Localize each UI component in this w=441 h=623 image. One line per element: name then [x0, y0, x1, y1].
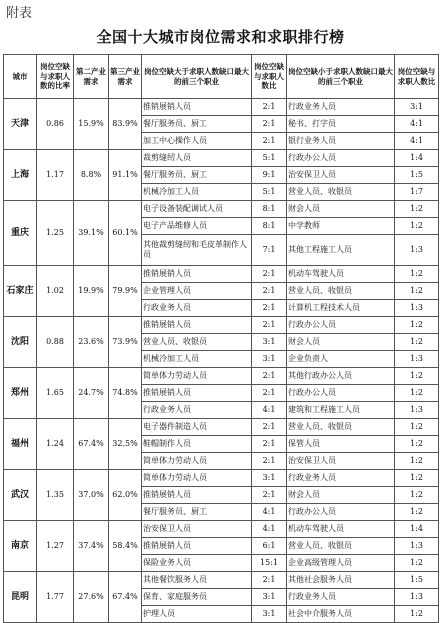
city-name: 天津	[4, 99, 37, 150]
surplus-occupation: 行政业务人员	[287, 99, 395, 116]
header-top-surplus-ratio: 岗位空缺与求职人数比	[395, 55, 439, 99]
city-vacancy-ratio: 1.24	[37, 419, 74, 470]
city-vacancy-ratio: 1.27	[37, 521, 74, 572]
surplus-ratio: 1:2	[395, 504, 439, 521]
table-row	[4, 266, 439, 283]
demand-ratio: 2:1	[252, 385, 287, 402]
demand-ratio: 5:1	[252, 150, 287, 167]
demand-ratio: 2:1	[252, 419, 287, 436]
surplus-ratio: 1:7	[395, 184, 439, 201]
header-top-demand-ratio: 岗位空缺与求职人数比	[252, 55, 287, 99]
city-name: 武汉	[4, 470, 37, 521]
surplus-occupation: 社会中介服务人员	[287, 606, 395, 623]
city-tertiary-demand: 32.5%	[109, 419, 142, 470]
city-vacancy-ratio: 1.25	[37, 201, 74, 266]
demand-occupation: 餐厅服务员、厨工	[142, 167, 252, 184]
surplus-ratio: 1:2	[395, 555, 439, 572]
surplus-ratio: 1:2	[395, 201, 439, 218]
surplus-occupation: 营业人员、收银员	[287, 538, 395, 555]
demand-occupation: 推销展销人员	[142, 487, 252, 504]
surplus-ratio: 1:3	[395, 589, 439, 606]
city-name: 昆明	[4, 572, 37, 623]
surplus-occupation: 建筑和工程施工人员	[287, 402, 395, 419]
table-row	[4, 470, 439, 487]
demand-ratio: 2:1	[252, 317, 287, 334]
surplus-occupation: 中学教师	[287, 218, 395, 235]
demand-ratio: 5:1	[252, 184, 287, 201]
surplus-ratio: 1:3	[395, 300, 439, 317]
city-tertiary-demand: 73.9%	[109, 317, 142, 368]
surplus-occupation: 企业高级管理人员	[287, 555, 395, 572]
city-tertiary-demand: 74.8%	[109, 368, 142, 419]
surplus-occupation: 营业人员、收银员	[287, 283, 395, 300]
header-tertiary: 第三产业需求	[109, 55, 142, 99]
demand-ratio: 2:1	[252, 300, 287, 317]
city-tertiary-demand: 67.4%	[109, 572, 142, 623]
demand-ratio: 6:1	[252, 538, 287, 555]
surplus-ratio: 1:2	[395, 385, 439, 402]
surplus-ratio: 1:3	[395, 402, 439, 419]
surplus-occupation: 银行业务人员	[287, 133, 395, 150]
demand-occupation: 其他裁剪缝纫和毛皮革制作人员	[142, 235, 252, 266]
surplus-ratio: 1:3	[395, 538, 439, 555]
city-vacancy-ratio: 0.88	[37, 317, 74, 368]
surplus-ratio: 1:2	[395, 218, 439, 235]
surplus-ratio: 1:5	[395, 167, 439, 184]
table-row	[4, 99, 439, 116]
demand-ratio: 4:1	[252, 402, 287, 419]
demand-occupation: 加工中心操作人员	[142, 133, 252, 150]
demand-ratio: 2:1	[252, 99, 287, 116]
demand-ratio: 4:1	[252, 521, 287, 538]
demand-occupation: 行政业务人员	[142, 300, 252, 317]
surplus-ratio: 1:3	[395, 235, 439, 266]
city-name: 石家庄	[4, 266, 37, 317]
surplus-occupation: 计算机工程技术人员	[287, 300, 395, 317]
demand-occupation: 简单体力劳动人员	[142, 453, 252, 470]
table-row	[4, 317, 439, 334]
demand-occupation: 企业管理人员	[142, 283, 252, 300]
city-tertiary-demand: 79.9%	[109, 266, 142, 317]
city-secondary-demand: 24.7%	[74, 368, 109, 419]
surplus-ratio: 1:3	[395, 351, 439, 368]
demand-occupation: 电子器件制造人员	[142, 419, 252, 436]
table-row	[4, 368, 439, 385]
demand-occupation: 推销展销人员	[142, 266, 252, 283]
page-title: 全国十大城市岗位需求和求职排行榜	[96, 28, 345, 46]
city-tertiary-demand: 58.4%	[109, 521, 142, 572]
surplus-occupation: 财会人员	[287, 487, 395, 504]
demand-ratio: 4:1	[252, 504, 287, 521]
surplus-occupation: 营业人员、收银员	[287, 419, 395, 436]
city-secondary-demand: 23.6%	[74, 317, 109, 368]
demand-ratio: 15:1	[252, 555, 287, 572]
demand-occupation: 营业人员、收银员	[142, 334, 252, 351]
surplus-ratio: 1:2	[395, 453, 439, 470]
table-row	[4, 201, 439, 218]
city-secondary-demand: 15.9%	[74, 99, 109, 150]
demand-occupation: 护理人员	[142, 606, 252, 623]
demand-occupation: 简单体力劳动人员	[142, 368, 252, 385]
table-row	[4, 521, 439, 538]
appendix-label: 附表	[6, 6, 33, 21]
demand-occupation: 治安保卫人员	[142, 521, 252, 538]
demand-occupation: 电子设备装配调试人员	[142, 201, 252, 218]
city-tertiary-demand: 83.9%	[109, 99, 142, 150]
city-secondary-demand: 39.1%	[74, 201, 109, 266]
surplus-ratio: 3:1	[395, 99, 439, 116]
surplus-occupation: 机动车驾驶人员	[287, 266, 395, 283]
surplus-occupation: 其他工程施工人员	[287, 235, 395, 266]
surplus-occupation: 其他行政办公人员	[287, 368, 395, 385]
demand-ratio: 2:1	[252, 266, 287, 283]
surplus-ratio: 4:1	[395, 116, 439, 133]
demand-occupation: 保险业务人员	[142, 555, 252, 572]
city-secondary-demand: 27.6%	[74, 572, 109, 623]
demand-ratio: 8:1	[252, 201, 287, 218]
surplus-occupation: 治安保卫人员	[287, 167, 395, 184]
demand-ratio: 3:1	[252, 351, 287, 368]
surplus-occupation: 行政业务人员	[287, 589, 395, 606]
city-vacancy-ratio: 1.02	[37, 266, 74, 317]
demand-ratio: 2:1	[252, 283, 287, 300]
demand-ratio: 2:1	[252, 436, 287, 453]
city-vacancy-ratio: 0.86	[37, 99, 74, 150]
surplus-ratio: 1:2	[395, 334, 439, 351]
surplus-ratio: 1:2	[395, 419, 439, 436]
city-name: 南京	[4, 521, 37, 572]
city-secondary-demand: 19.9%	[74, 266, 109, 317]
surplus-ratio: 1:2	[395, 436, 439, 453]
surplus-ratio: 1:2	[395, 317, 439, 334]
surplus-occupation: 其他社会服务人员	[287, 572, 395, 589]
surplus-occupation: 治安保卫人员	[287, 453, 395, 470]
surplus-occupation: 行政办公人员	[287, 385, 395, 402]
surplus-occupation: 行政办公人员	[287, 150, 395, 167]
demand-occupation: 行政业务人员	[142, 402, 252, 419]
surplus-ratio: 1:2	[395, 266, 439, 283]
demand-ratio: 3:1	[252, 334, 287, 351]
demand-ratio: 2:1	[252, 133, 287, 150]
demand-ratio: 3:1	[252, 606, 287, 623]
demand-ratio: 7:1	[252, 235, 287, 266]
city-secondary-demand: 37.4%	[74, 521, 109, 572]
demand-ratio: 2:1	[252, 116, 287, 133]
header-top-surplus: 岗位空缺小于求职人数缺口最大的前三个职业	[287, 55, 395, 99]
city-vacancy-ratio: 1.77	[37, 572, 74, 623]
city-tertiary-demand: 91.1%	[109, 150, 142, 201]
demand-occupation: 推销展销人员	[142, 538, 252, 555]
ranking-table	[3, 54, 439, 623]
city-name: 上海	[4, 150, 37, 201]
city-vacancy-ratio: 1.17	[37, 150, 74, 201]
city-tertiary-demand: 60.1%	[109, 201, 142, 266]
city-secondary-demand: 8.8%	[74, 150, 109, 201]
header-city: 城市	[4, 55, 37, 99]
header-secondary: 第二产业需求	[74, 55, 109, 99]
demand-occupation: 推销展销人员	[142, 385, 252, 402]
surplus-occupation: 行政业务人员	[287, 470, 395, 487]
demand-occupation: 电子产品维修人员	[142, 218, 252, 235]
demand-ratio: 2:1	[252, 487, 287, 504]
city-name: 福州	[4, 419, 37, 470]
demand-occupation: 机械冷加工人员	[142, 351, 252, 368]
surplus-ratio: 1:4	[395, 150, 439, 167]
table-row	[4, 150, 439, 167]
demand-occupation: 推销展销人员	[142, 317, 252, 334]
demand-occupation: 其他餐饮服务人员	[142, 572, 252, 589]
table-row	[4, 572, 439, 589]
demand-occupation: 简单体力劳动人员	[142, 470, 252, 487]
surplus-occupation: 财会人员	[287, 201, 395, 218]
city-vacancy-ratio: 1.65	[37, 368, 74, 419]
demand-ratio: 2:1	[252, 453, 287, 470]
city-vacancy-ratio: 1.35	[37, 470, 74, 521]
demand-occupation: 鞋帽制作人员	[142, 436, 252, 453]
city-name: 沈阳	[4, 317, 37, 368]
surplus-ratio: 1:2	[395, 487, 439, 504]
surplus-occupation: 秘书、打字员	[287, 116, 395, 133]
surplus-occupation: 营业人员、收银员	[287, 184, 395, 201]
surplus-ratio: 1:5	[395, 572, 439, 589]
city-name: 重庆	[4, 201, 37, 266]
demand-occupation: 餐厅服务员、厨工	[142, 504, 252, 521]
city-tertiary-demand: 62.0%	[109, 470, 142, 521]
surplus-occupation: 企业负责人	[287, 351, 395, 368]
header-top-demand: 岗位空缺大于求职人数缺口最大的前三个职业	[142, 55, 252, 99]
surplus-ratio: 1:2	[395, 283, 439, 300]
demand-ratio: 3:1	[252, 589, 287, 606]
header-ratio: 岗位空缺与求职人数的比率	[37, 55, 74, 99]
demand-occupation: 裁剪缝纫人员	[142, 150, 252, 167]
table-body	[4, 99, 439, 623]
surplus-ratio: 4:1	[395, 133, 439, 150]
city-name: 郑州	[4, 368, 37, 419]
surplus-occupation: 财会人员	[287, 334, 395, 351]
surplus-ratio: 1:4	[395, 521, 439, 538]
surplus-occupation: 行政办公人员	[287, 504, 395, 521]
surplus-ratio: 1:2	[395, 606, 439, 623]
surplus-occupation: 机动车驾驶人员	[287, 521, 395, 538]
city-secondary-demand: 67.4%	[74, 419, 109, 470]
city-secondary-demand: 37.0%	[74, 470, 109, 521]
table-row	[4, 419, 439, 436]
demand-occupation: 推销展销人员	[142, 99, 252, 116]
demand-occupation: 保育、家庭服务员	[142, 589, 252, 606]
demand-ratio: 8:1	[252, 218, 287, 235]
surplus-ratio: 1:2	[395, 368, 439, 385]
table-header-row	[4, 55, 439, 99]
surplus-occupation: 保管人员	[287, 436, 395, 453]
surplus-occupation: 行政办公人员	[287, 317, 395, 334]
demand-ratio: 3:1	[252, 470, 287, 487]
demand-occupation: 餐厅服务员、厨工	[142, 116, 252, 133]
demand-ratio: 2:1	[252, 368, 287, 385]
demand-occupation: 机械冷加工人员	[142, 184, 252, 201]
demand-ratio: 2:1	[252, 572, 287, 589]
surplus-ratio: 1:2	[395, 470, 439, 487]
demand-ratio: 9:1	[252, 167, 287, 184]
